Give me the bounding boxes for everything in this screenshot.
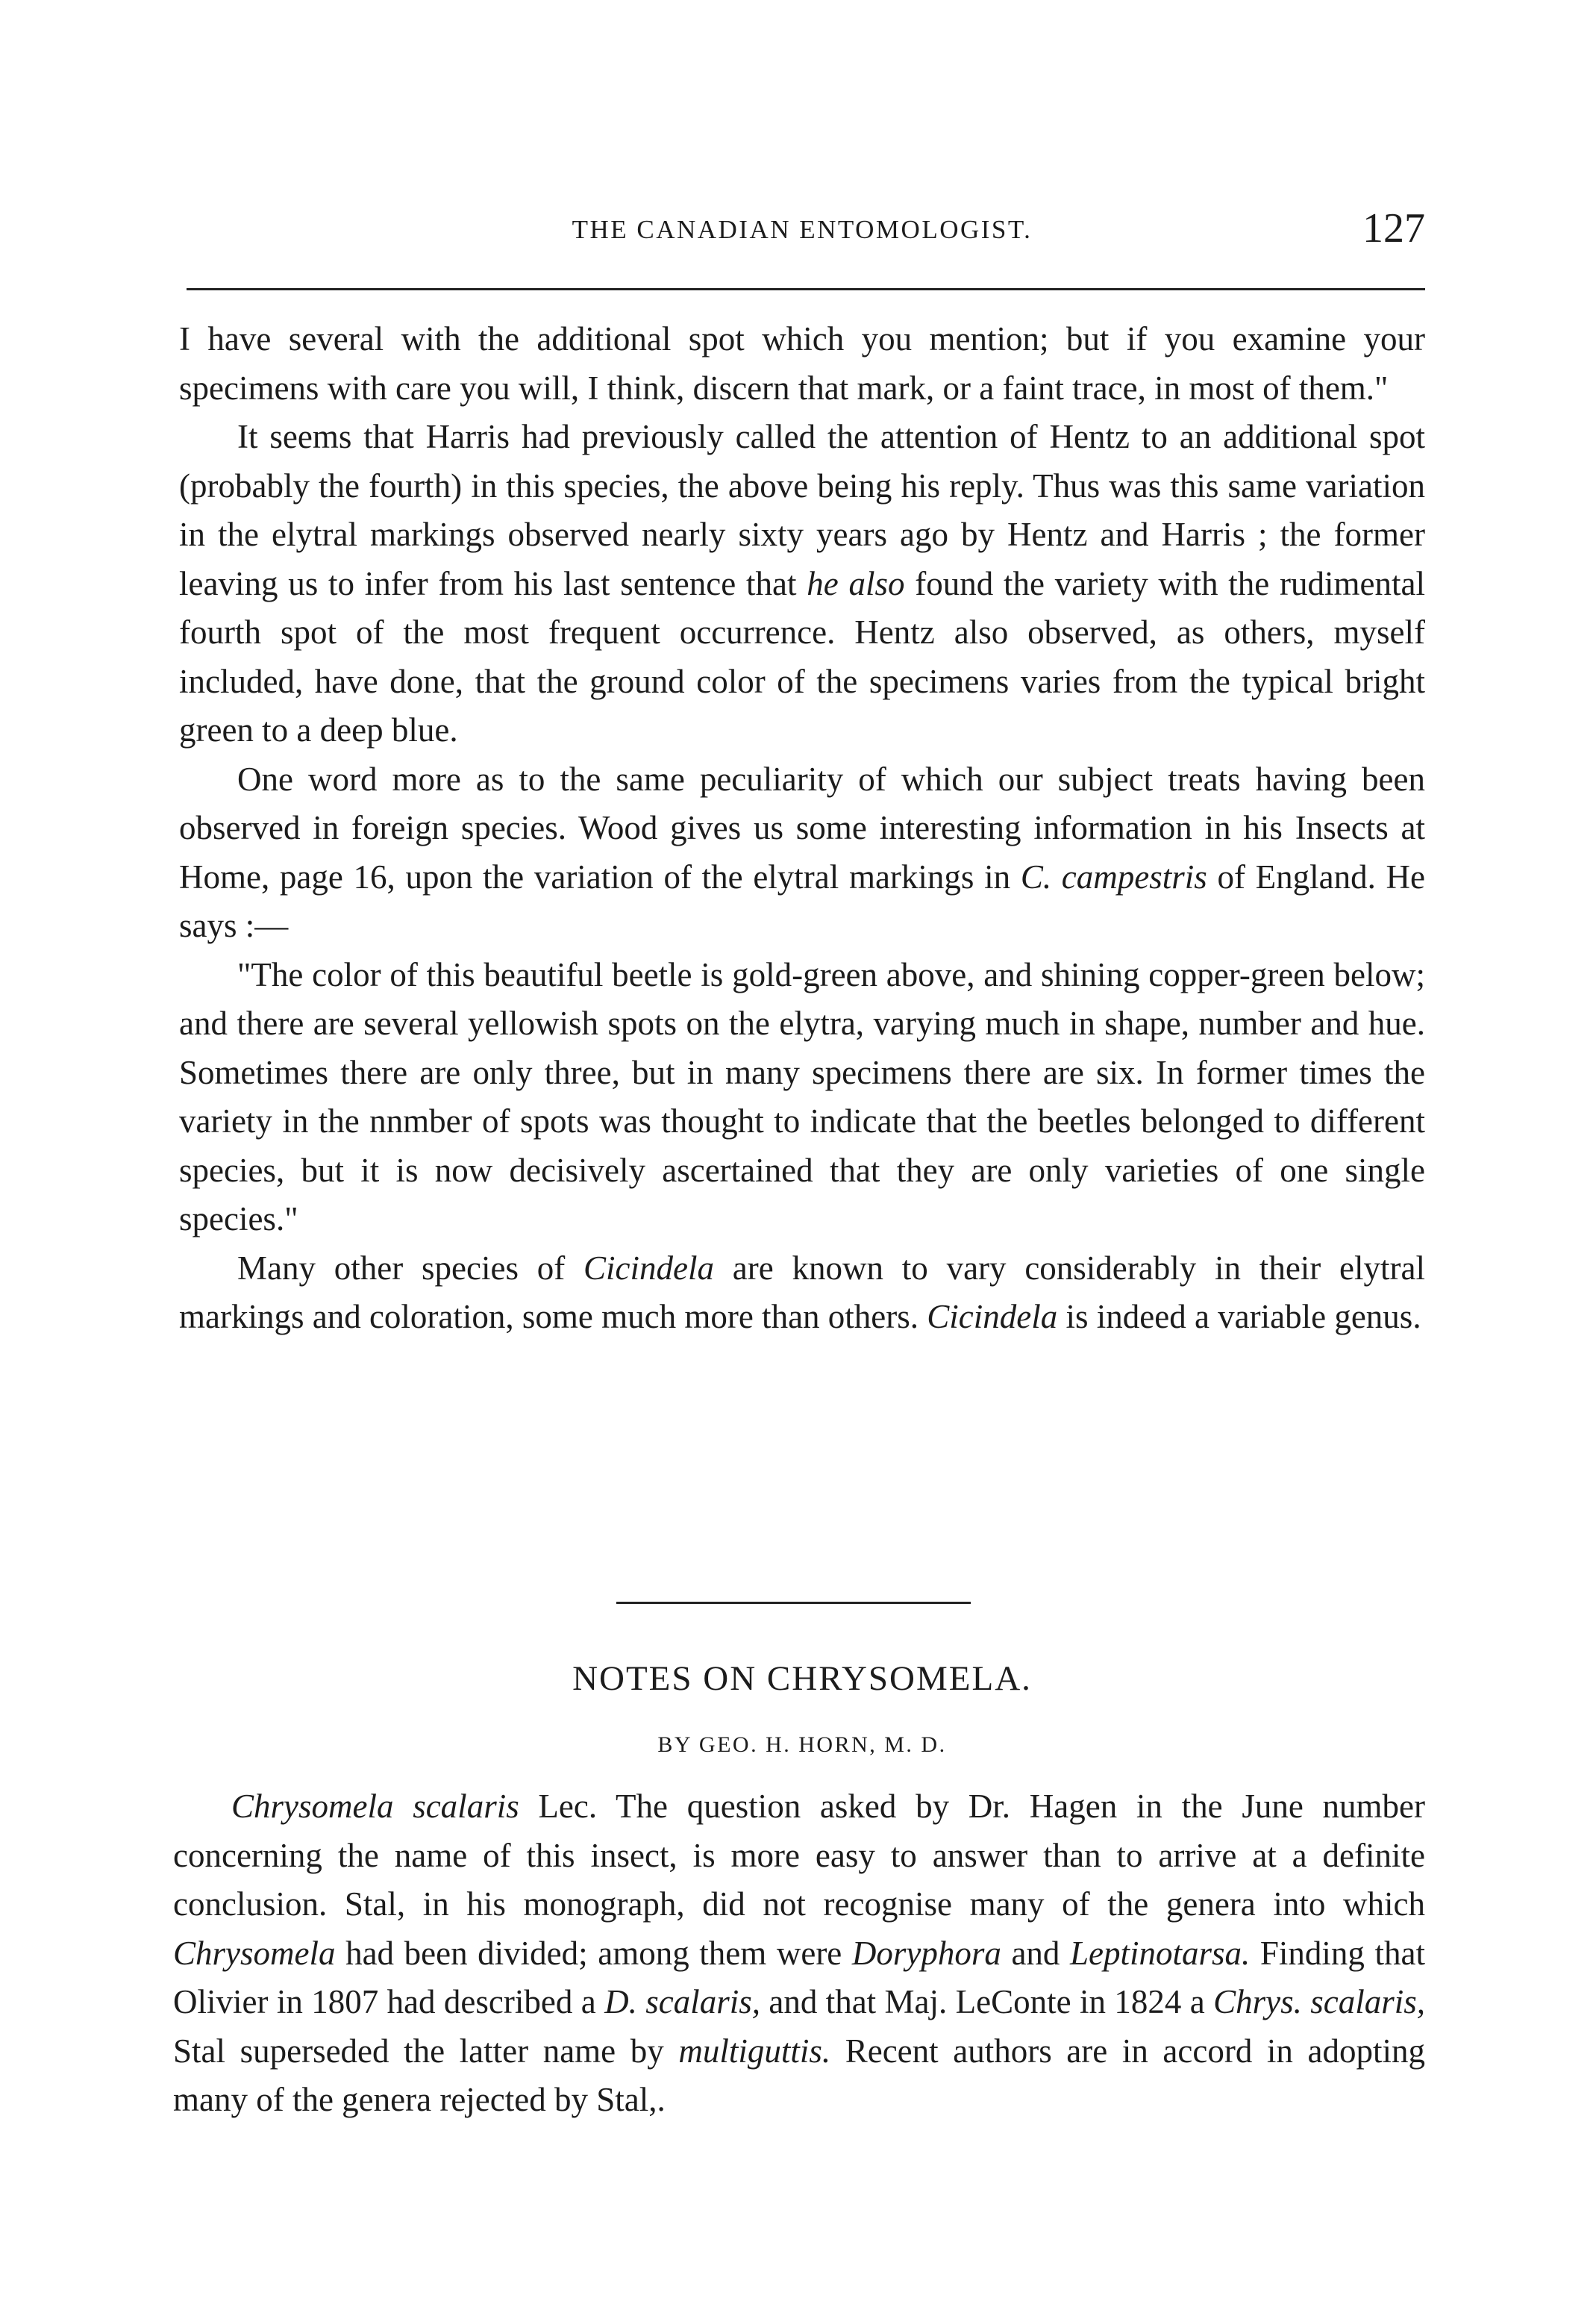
paragraph-text: Many other species of (237, 1249, 584, 1287)
paragraph-text: It seems that Harris had previously called the attention of Hentz to an additional spot (probably the fourth) in this species, the above being his reply. Thus was this same variation in the elytral markings observed nearly sixty years ago by Hentz and Harris ; the former leaving us to infer from his last sentence that (179, 418, 1425, 602)
article-title: NOTES ON CHRYSOMELA. (572, 1659, 1032, 1698)
paragraph-text: Finding that Olivier in 1807 had described a (173, 1934, 1425, 2020)
paragraph-text: and (1001, 1934, 1070, 1972)
header-rule (187, 288, 1425, 290)
paragraph-text: Stal superseded the latter name by (173, 2032, 679, 2070)
italic-phrase: he also (807, 564, 905, 602)
species-name: D. scalaris, (604, 1983, 760, 2020)
article-body (173, 1782, 1425, 2125)
paragraph-text: had been divided; among them were (335, 1934, 852, 1972)
paragraph-cicindela (179, 1244, 1425, 1342)
paragraph-text: are known to vary considerably in their elytral markings and coloration, some much more than others. (179, 1249, 1425, 1335)
species-name: C. campestris (1020, 858, 1207, 896)
genus-name: Cicindela (927, 1298, 1058, 1335)
paragraph-harris-hentz (179, 413, 1425, 755)
paragraph-wood-quote (179, 951, 1425, 1244)
paragraph-text: Recent authors are in accord in adopting many of the genera rejected by Stal,. (173, 2032, 1425, 2118)
paragraph-chrysomela-scalaris (173, 1782, 1425, 2125)
species-name: Chrysomela scalaris (231, 1788, 519, 1825)
paragraph-text: One word more as to the same peculiarity of which our subject treats having been observed in foreign species. Wood gives us some interesting information in his Insects at Home, page 16, upon the variation of the elytral markings in (179, 760, 1425, 896)
article-byline: BY GEO. H. HORN, M. D. (657, 1732, 947, 1757)
running-title: THE CANADIAN ENTOMOLOGIST. (572, 215, 1033, 244)
paragraph-text: found the variety with the rudimental fourth spot of the most frequent occurrence. Hentz also observed, as others, myself included, have done, that the ground color of the specimens varies from the typical bright green to a deep blue. (179, 564, 1425, 749)
paragraph-text: I have several with the additional spot which you mention; but if you examine your specimens with care you will, I think, discern that mark, or a faint trace, in most of them." (179, 320, 1425, 407)
genus-name: Cicindela (583, 1249, 714, 1287)
genus-name: Leptinotarsa. (1070, 1934, 1251, 1972)
paragraph-quote-end (179, 315, 1425, 413)
page-number: 127 (1362, 205, 1425, 252)
section-divider (616, 1602, 971, 1604)
species-name: Chrys. scalaris, (1213, 1983, 1425, 2020)
genus-name: Chrysomela (173, 1934, 336, 1972)
paragraph-text: Lec. The question asked by Dr. Hagen in the June number concerning the name of this insect, is more easy to answer than to arrive at a definite conclusion. Stal, in his monograph, did not recognise many of the genera into which (173, 1788, 1425, 1923)
paragraph-text: "The color of this beautiful beetle is gold-green above, and shining copper-green below; and there are several yellowish spots on the elytra, varying much in shape, number and hue. Sometimes there are only three, but in many specimens there are six. In former times the variety in the nnmber of spots was thought to indicate that the beetles belonged to different species, but it is now decisively ascertained that they are only varieties of one single species." (179, 955, 1425, 1237)
continued-article-text (179, 315, 1425, 1342)
running-head (179, 205, 1425, 263)
paragraph-text: and that Maj. LeConte in 1824 a (760, 1983, 1214, 2020)
paragraph-text: is indeed a variable genus. (1057, 1298, 1421, 1335)
paragraph-text: of England. He says :— (179, 858, 1426, 944)
species-name: multiguttis. (678, 2032, 831, 2070)
paragraph-foreign-species (179, 755, 1425, 951)
genus-name: Doryphora (851, 1934, 1001, 1972)
